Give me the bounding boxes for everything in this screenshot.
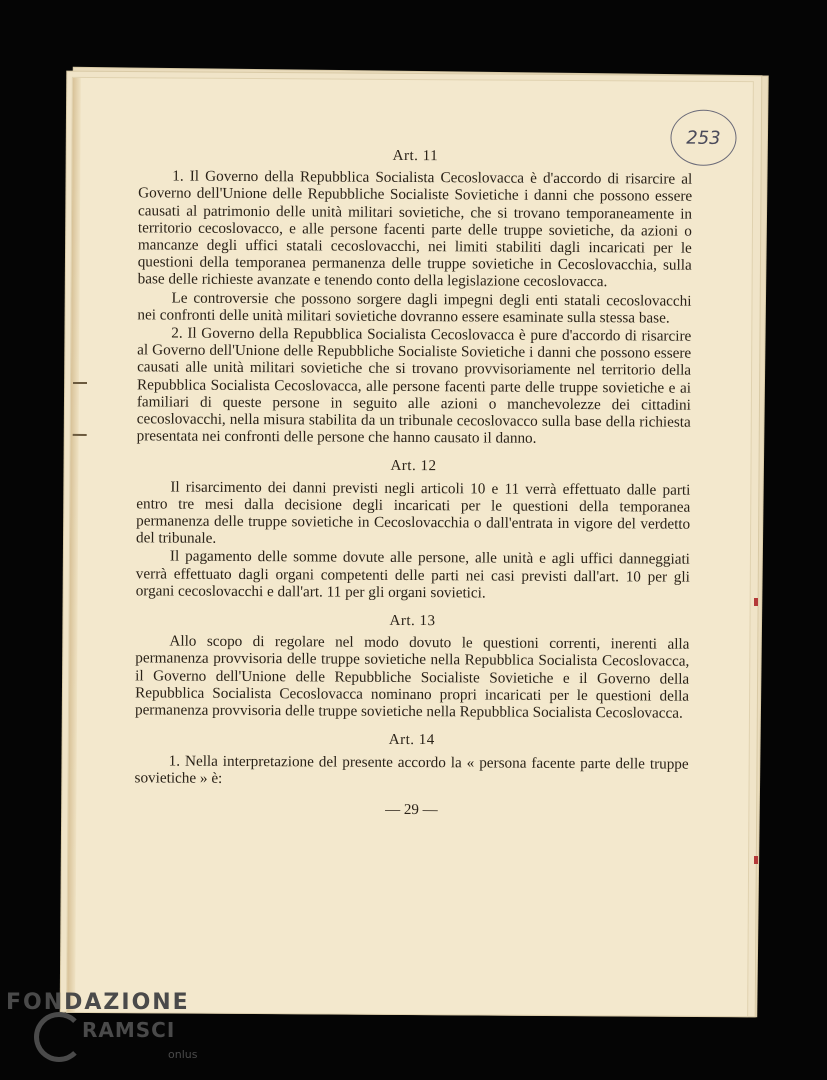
page-number: — 29 —: [385, 801, 438, 819]
page-content: [134, 146, 692, 820]
watermark-text: RAMSCI: [82, 1018, 176, 1042]
logo-g-icon: [34, 1012, 84, 1062]
edge-color-mark: [754, 598, 758, 606]
article-title: Art. 12: [390, 458, 437, 475]
stamp-number: 253: [686, 127, 721, 149]
article-title: Art. 14: [388, 732, 435, 749]
article-paragraph: Il pagamento delle somme dovute alle persone, alle unità e agli uffici danneggiati verrà effettuato dagli organi competenti delle parti nei casi previsti dall'art. 10 per gli organi cecoslovacchi e dall'art. 11 per gli organi sovietici.: [135, 548, 690, 602]
watermark-text: onlus: [168, 1048, 198, 1061]
staple-mark: [73, 382, 87, 384]
article-title: Art. 13: [389, 612, 436, 630]
edge-color-mark: [754, 856, 758, 864]
watermark-text: FONDAZIONE: [6, 990, 190, 1015]
article-13: [135, 611, 690, 722]
article-paragraph: Allo scopo di regolare nel modo dovuto le questioni correnti, inerenti alla permanenza provvisoria delle truppe sovietiche nella Repubblica Socialista Cecoslovacca, il Governo dell'Unione delle Repubbliche Socialiste Sovietiche e il Governo della Repubblica Socialista Cecoslovacca nominano propri incaricati per le questioni della permanenza provvisoria delle truppe sovietiche nella Repubblica Socialista Cecoslovacca.: [134, 632, 690, 722]
article-paragraph: Le controversie che possono sorgere dagli impegni degli enti statali cecoslovacchi nei confronti delle unità militari sovietiche dovranno essere esaminate sulla stessa base.: [137, 289, 692, 327]
article-11: [137, 146, 693, 448]
watermark-logo: [6, 988, 206, 1068]
article-paragraph: 2. Il Governo della Repubblica Socialista Cecoslovacca è pure d'accordo di risarcire al Governo dell'Unione delle Repubbliche Socialiste Sovietiche i danni che possono essere causati alle unità militari sovietiche che si trovano provvisoriamente nel territorio della Repubblica Socialista Cecoslovacca, alle persone facenti parte delle truppe sovietiche e ai familiari di queste persone in seguito alle azioni o manchevolezze dei cittadini cecoslovacchi, nella misura stabilita da un tribunale cecoslovacco sulla base della richiesta presentata nei confronti delle persone che hanno causato il danno.: [136, 324, 692, 448]
staple-mark: [73, 434, 87, 436]
article-title: Art. 11: [392, 147, 439, 165]
article-paragraph: 1. Nella interpretazione del presente accordo la « persona facente parte delle truppe sovietiche » è:: [134, 752, 689, 787]
article-paragraph: 1. Il Governo della Repubblica Socialista Cecoslovacca è d'accordo di risarcire al Governo dell'Unione delle Repubbliche Socialiste Sovietiche i danni che possono essere causati al patrimonio delle unità militari sovietiche, che si trovano temporaneamente in territorio cecoslovacco, e alle persone facenti parte delle truppe sovietiche, da azioni o mancanze degli uffici statali cecoslovacchi, nei limiti stabiliti dagli incaricati per le questioni della temporanea permanenza delle truppe sovietiche in Cecoslovacchia, sulla base delle richieste avanzate e tenendo conto della legislazione cecoslovacca.: [137, 167, 693, 291]
article-14: [135, 731, 689, 790]
article-paragraph: Il risarcimento dei danni previsti negli articoli 10 e 11 verrà effettuato dalle parti entro tre mesi dalla decisione degli incaricati per le questioni della temporanea permanenza delle truppe sovietiche in Cecoslovacchia o dall'entrata in vigore del verdetto del tribunale.: [135, 478, 691, 548]
article-12: [136, 457, 691, 603]
document-page: [67, 78, 753, 1016]
